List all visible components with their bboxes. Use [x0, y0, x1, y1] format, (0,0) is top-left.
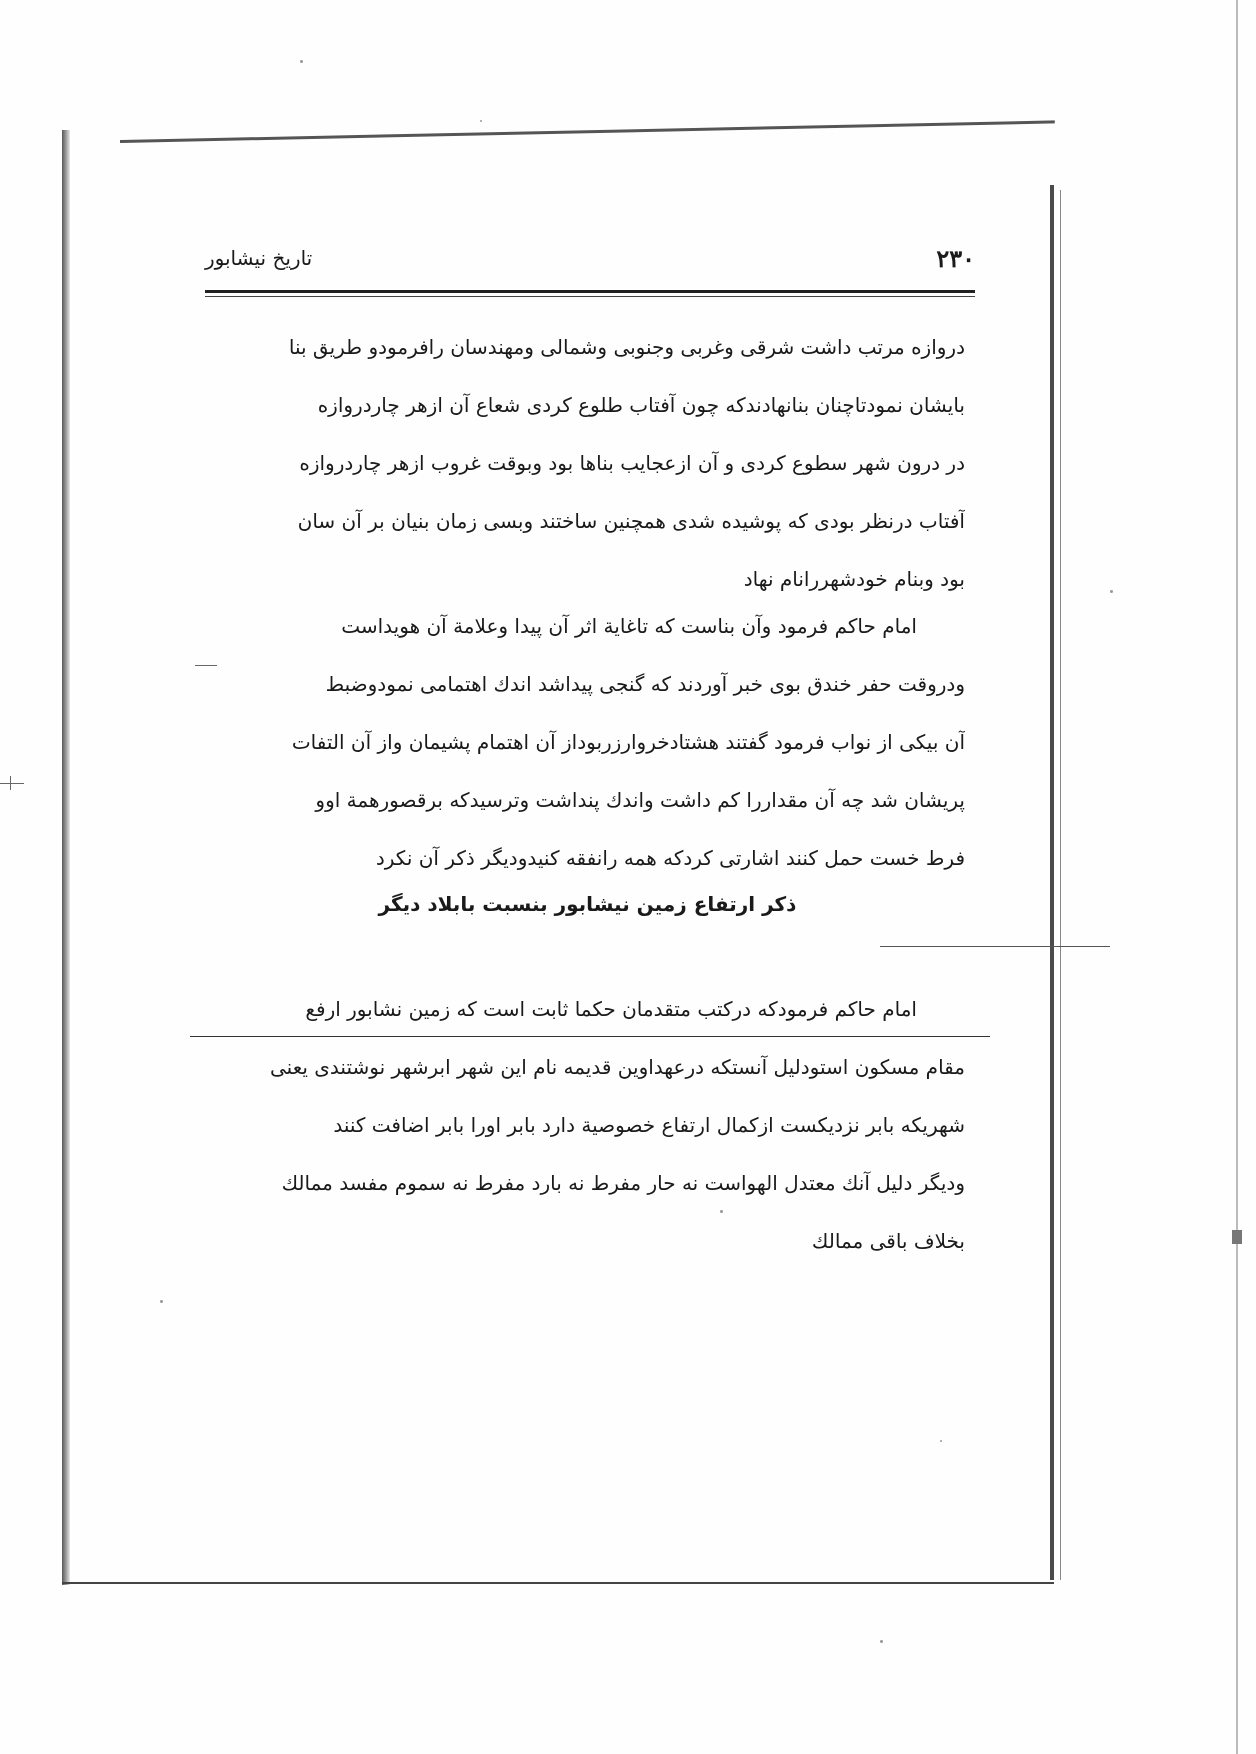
heading-rule [880, 946, 1110, 947]
scan-speck [480, 120, 482, 122]
text-line: شهریکه بابر نزدیکست ازکمال ارتفاع خصوصیة دارد بابر اورا بابر اضافت کنند [333, 1113, 965, 1137]
paragraph-1 [210, 318, 965, 608]
text-line: ودیگر دلیل آنك معتدل الهواست نه حار مفرط نه بارد مفرط نه سموم مفسد ممالك [281, 1171, 965, 1195]
header-rule [205, 290, 975, 293]
text-line: آفتاب درنظر بودی که پوشیده شدی همچنین ساختند وبسی زمان بنیان بر آن سان [297, 509, 965, 533]
section-paragraph [210, 980, 965, 1270]
scan-speck [880, 1640, 883, 1643]
scan-frame-mark [1232, 1230, 1242, 1244]
text-line: ودروقت حفر خندق بوی خبر آوردند که گنجی پیداشد اندك اهتمامی نمودوضبط [325, 672, 965, 696]
scan-bottom-edge [62, 1582, 1054, 1584]
scan-speck [160, 1300, 163, 1303]
paragraph-2 [210, 597, 965, 887]
scan-right-edge-thin [1060, 190, 1061, 1580]
text-line: مقام مسکون استودلیل آنستکه درعهداوین قدیمه نام این شهر ابرشهر نوشتندی یعنی [270, 1055, 965, 1079]
scan-speck [1110, 590, 1113, 593]
margin-mark-vertical [10, 776, 11, 790]
page-header [205, 238, 975, 288]
text-line: امام حاکم فرمود وآن بناست که تاغایة اثر آن پیدا وعلامة آن هویداست [341, 614, 917, 638]
strike-through-line [190, 1036, 990, 1037]
text-line: بود وبنام خودشهررانام نهاد [743, 567, 965, 591]
scan-frame-line [1236, 0, 1238, 1754]
text-line: پریشان شد چه آن مقداررا کم داشت واندك پنداشت وترسیدکه برقصورهمة اوو [315, 788, 965, 812]
scan-left-edge [62, 130, 70, 1585]
scan-speck [300, 60, 303, 63]
text-line: دروازه مرتب داشت شرقی وغربی وجنوبی وشمالی ومهندسان رافرمودو طریق بنا [288, 335, 965, 359]
header-rule-thin [205, 296, 975, 297]
text-line: بخلاف باقی ممالك [811, 1229, 965, 1253]
scan-right-edge [1050, 185, 1054, 1580]
text-line: بایشان نمودتاچنان بنانهادندکه چون آفتاب طلوع کردی شعاع آن ازهر چاردروازه [317, 393, 965, 417]
margin-mark [0, 783, 24, 784]
running-title: تاریخ نیشابور [205, 246, 313, 270]
scan-top-edge [120, 120, 1055, 143]
page-number: ۲۳۰ [936, 244, 975, 273]
scan-speck [940, 1440, 942, 1442]
text-line: آن بیکی از نواب فرمود گفتند هشتادخروارزربوداز آن اهتمام پشیمان واز آن التفات [291, 730, 965, 754]
section-heading: ذکر ارتفاع زمین نیشابور بنسبت بابلاد دیگر [378, 892, 797, 916]
text-line: در درون شهر سطوع کردی و آن ازعجایب بناها بود وبوقت غروب ازهر چاردروازه [299, 451, 965, 475]
text-line: امام حاکم فرمودکه درکتب متقدمان حکما ثابت است که زمین نشابور ارفع [305, 997, 917, 1021]
text-line: فرط خست حمل کنند اشارتی کردکه همه رانفقه کنیدودیگر ذکر آن نکرد [375, 846, 965, 870]
